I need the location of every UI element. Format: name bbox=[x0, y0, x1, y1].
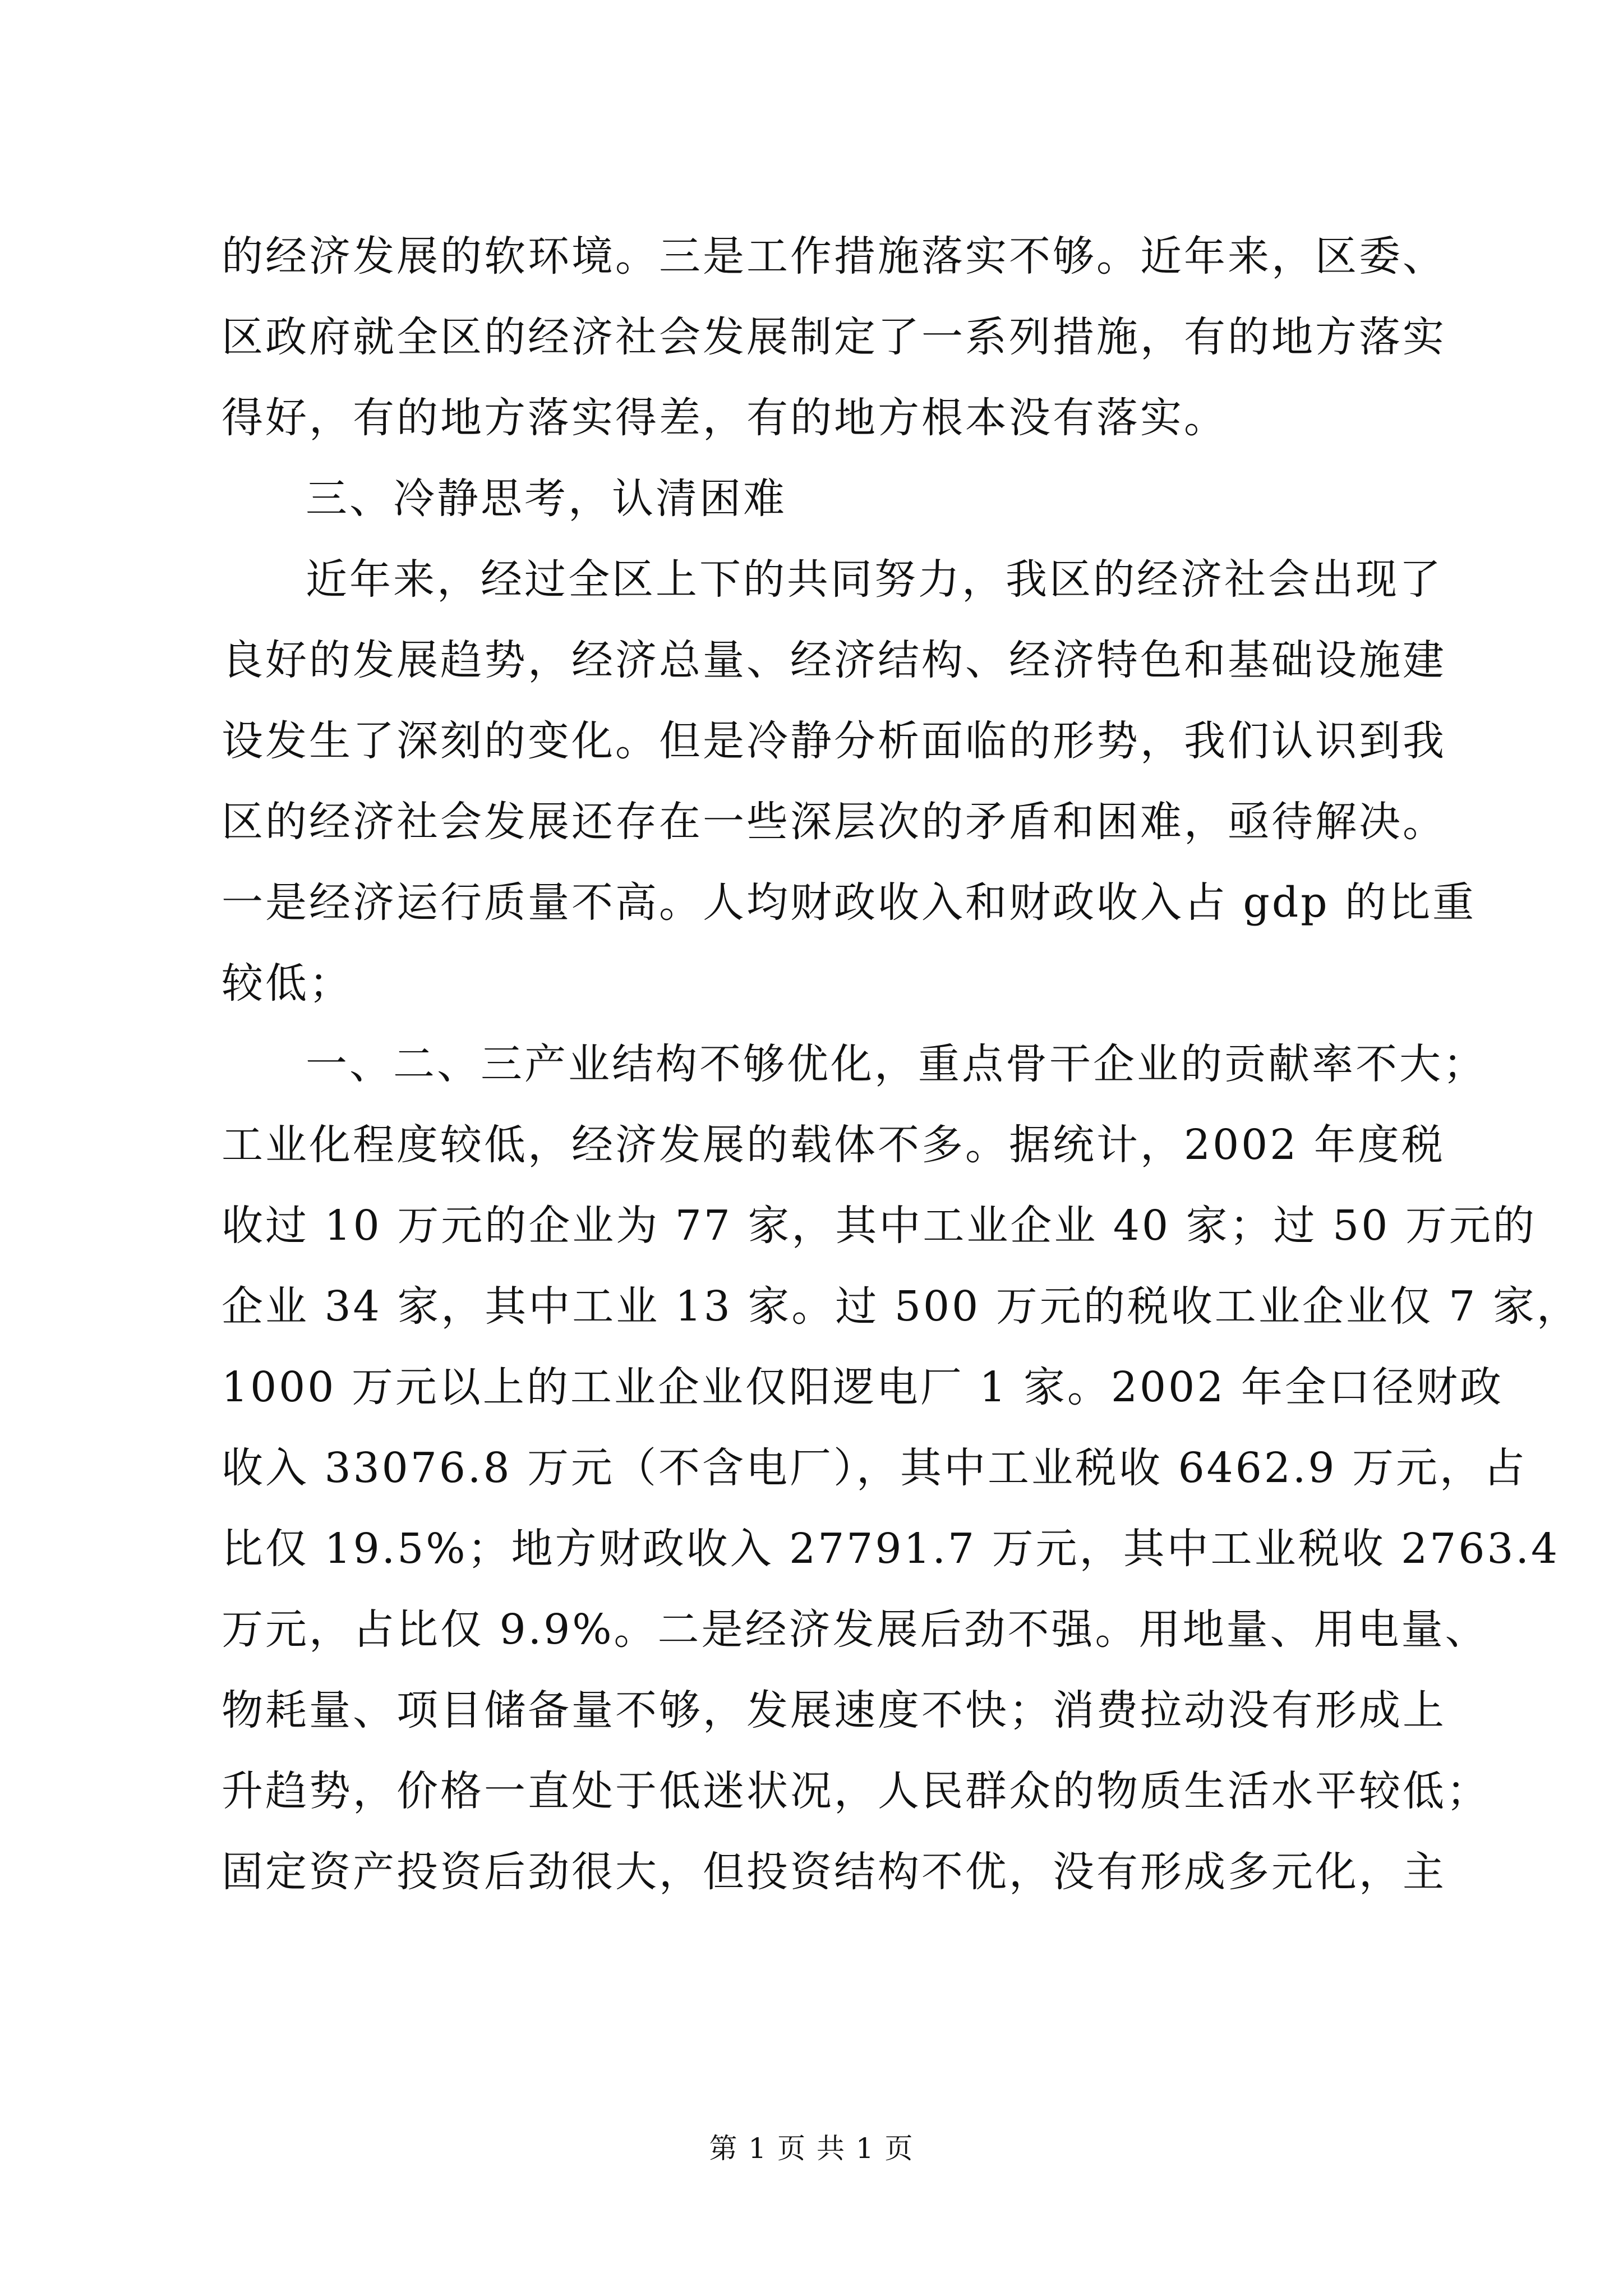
text-line: 升趋势，价格一直处于低迷状况，人民群众的物质生活水平较低； bbox=[222, 1767, 1490, 1815]
text-line: 1000 万元以上的工业企业仅阳逻电厂 1 家。2002 年全口径财政 bbox=[222, 1363, 1504, 1411]
text-line: 较低； bbox=[222, 959, 353, 1007]
text-line: 一、二、三产业结构不够优化，重点骨干企业的贡献率不大； bbox=[306, 1040, 1487, 1088]
text-line: 万元，占比仅 9.9%。二是经济发展后劲不强。用地量、用电量、 bbox=[222, 1605, 1489, 1654]
section-heading: 三、冷静思考，认清困难 bbox=[306, 475, 787, 523]
text-line: 的经济发展的软环境。三是工作措施落实不够。近年来，区委、 bbox=[222, 232, 1446, 280]
text-line: 企业 34 家，其中工业 13 家。过 500 万元的税收工业企业仅 7 家， bbox=[222, 1282, 1580, 1331]
document-body bbox=[222, 216, 1580, 1912]
text-line: 良好的发展趋势，经济总量、经济结构、经济特色和基础设施建 bbox=[222, 636, 1446, 684]
text-line: 近年来，经过全区上下的共同努力，我区的经济社会出现了 bbox=[306, 555, 1443, 604]
page-footer: 第 1 页 共 1 页 bbox=[709, 2132, 914, 2165]
text-line: 一是经济运行质量不高。人均财政收入和财政收入占 gdp 的比重 bbox=[222, 878, 1477, 927]
text-line: 得好，有的地方落实得差，有的地方根本没有落实。 bbox=[222, 394, 1228, 442]
text-line: 工业化程度较低，经济发展的载体不多。据统计，2002 年度税 bbox=[222, 1121, 1445, 1169]
text-line: 区政府就全区的经济社会发展制定了一系列措施，有的地方落实 bbox=[222, 313, 1446, 361]
text-line: 收过 10 万元的企业为 77 家，其中工业企业 40 家；过 50 万元的 bbox=[222, 1202, 1537, 1250]
text-line: 物耗量、项目储备量不够，发展速度不快；消费拉动没有形成上 bbox=[222, 1686, 1446, 1734]
text-line: 固定资产投资后劲很大，但投资结构不优，没有形成多元化，主 bbox=[222, 1848, 1446, 1896]
text-line: 收入 33076.8 万元（不含电厂），其中工业税收 6462.9 万元，占 bbox=[222, 1444, 1528, 1492]
text-line: 设发生了深刻的变化。但是冷静分析面临的形势，我们认识到我 bbox=[222, 717, 1446, 765]
text-line: 区的经济社会发展还存在一些深层次的矛盾和困难，亟待解决。 bbox=[222, 798, 1446, 846]
text-line: 比仅 19.5%；地方财政收入 27791.7 万元，其中工业税收 2763.4 bbox=[222, 1525, 1560, 1573]
